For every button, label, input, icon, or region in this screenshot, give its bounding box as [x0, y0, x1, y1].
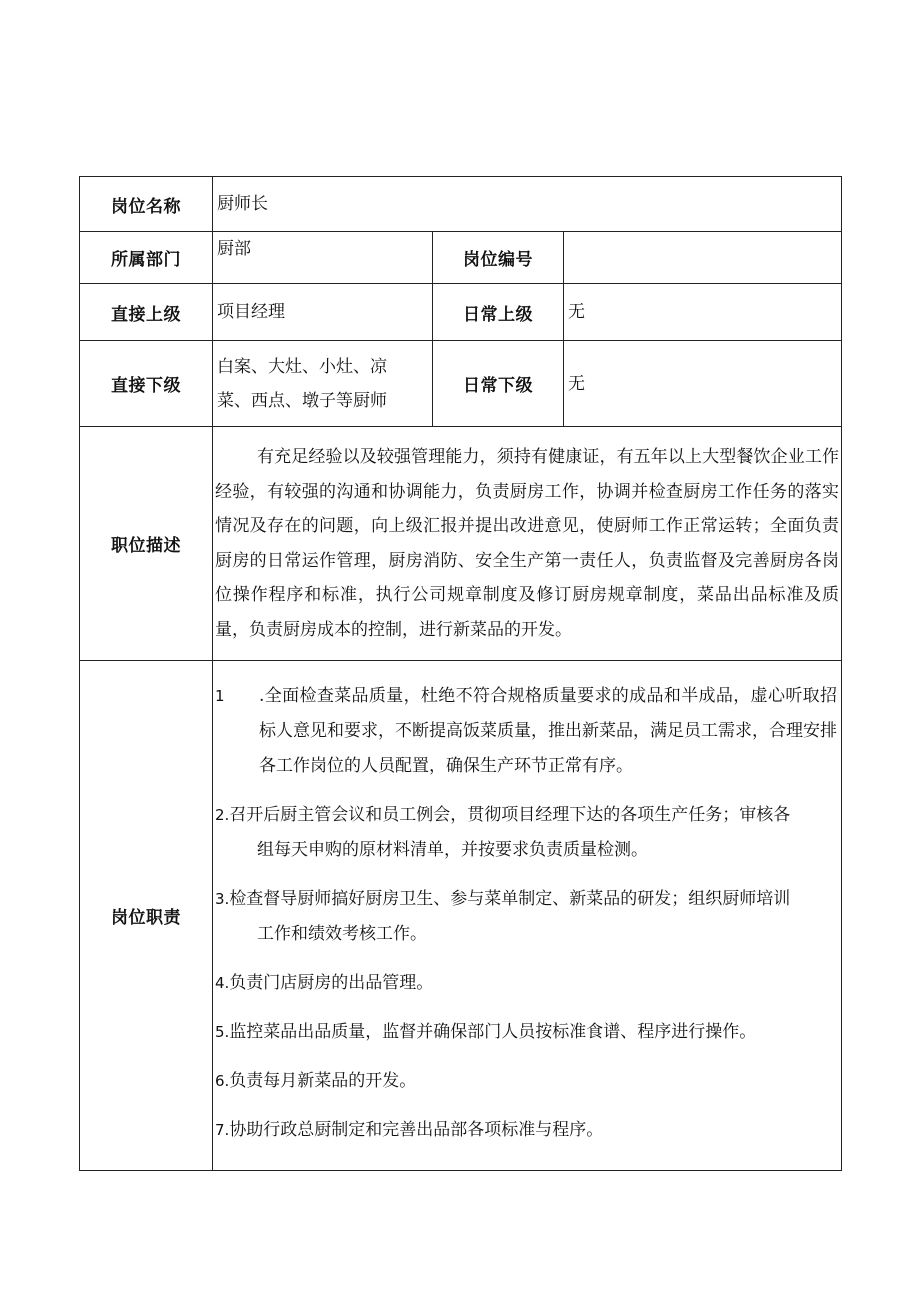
duty-number: 5. [215, 1023, 230, 1041]
duties-label: 岗位职责 [80, 661, 213, 1171]
daily-subordinate-value: 无 [564, 341, 842, 427]
duty-text-rest: 工作和绩效考核工作。 [257, 924, 427, 944]
duty-text-line1: 检查督导厨师搞好厨房卫生、参与菜单制定、新菜品的研发；组织厨师培训 [229, 889, 791, 909]
duty-item-3 [215, 882, 837, 952]
duty-number: 4. [215, 974, 230, 992]
description-text: 有充足经验以及较强管理能力，须持有健康证，有五年以上大型餐饮企业工作经验，有较强的沟通和协调能力，负责厨房工作，协调并检查厨房工作任务的落实情况及存在的问题，向上级汇报并提出改进意见，使厨师工作正常运转；全面负责厨房的日常运作管理，厨房消防、安全生产第一责任人，负责监督及完善厨房各岗位操作程序和标准，执行公司规章制度及修订厨房规章制度，菜品出品标准及质量，负责厨房成本的控制，进行新菜品的开发。 [213, 427, 842, 661]
direct-superior-value: 项目经理 [213, 284, 433, 341]
duty-text: 协助行政总厨制定和完善出品部各项标准与程序。 [229, 1120, 604, 1140]
duty-text: 负责门店厨房的出品管理。 [229, 973, 434, 993]
duty-number: 3. [215, 890, 230, 908]
duty-item-6 [215, 1064, 837, 1099]
daily-subordinate-label: 日常下级 [433, 341, 564, 427]
row-description [80, 427, 842, 661]
row-subordinate [80, 341, 842, 427]
duty-number: 6. [215, 1072, 230, 1090]
row-duties [80, 661, 842, 1171]
duty-text-line1: 召开后厨主管会议和员工例会，贯彻项目经理下达的各项生产任务；审核各 [229, 805, 791, 825]
duty-number: 7. [215, 1121, 230, 1139]
duty-item-2 [215, 798, 837, 868]
job-description-table [79, 176, 842, 1171]
duty-item-4 [215, 966, 837, 1001]
post-name-value: 厨师长 [213, 177, 842, 232]
daily-superior-label: 日常上级 [433, 284, 564, 341]
duty-number: 2. [215, 806, 230, 824]
duties-list [213, 661, 842, 1171]
duty-item-5 [215, 1015, 837, 1050]
direct-superior-label: 直接上级 [80, 284, 213, 341]
duty-number: 1 [215, 687, 225, 705]
department-label: 所属部门 [80, 232, 213, 284]
duty-text: .全面检查菜品质量，杜绝不符合规格质量要求的成品和半成品，虚心听取招标人意见和要求，不断提高饭菜质量，推出新菜品，满足员工需求，合理安排各工作岗位的人员配置，确保生产环节正常有序。 [259, 686, 838, 776]
duty-item-1 [215, 679, 837, 784]
row-department [80, 232, 842, 284]
post-name-label: 岗位名称 [80, 177, 213, 232]
post-code-value [564, 232, 842, 284]
row-superior [80, 284, 842, 341]
department-value: 厨部 [213, 232, 433, 284]
daily-superior-value: 无 [564, 284, 842, 341]
row-post-name [80, 177, 842, 232]
duty-text-rest: 组每天申购的原材料清单，并按要求负责质量检测。 [257, 840, 648, 860]
direct-subordinate-value [213, 341, 433, 427]
duty-text: 监控菜品出品质量，监督并确保部门人员按标准食谱、程序进行操作。 [229, 1022, 757, 1042]
direct-subordinate-label: 直接下级 [80, 341, 213, 427]
post-code-label: 岗位编号 [433, 232, 564, 284]
description-label: 职位描述 [80, 427, 213, 661]
direct-subordinate-line2: 菜、西点、墩子等厨师 [217, 390, 387, 411]
duty-text: 负责每月新菜品的开发。 [229, 1071, 417, 1091]
duty-item-7 [215, 1113, 837, 1148]
direct-subordinate-line1: 白案、大灶、小灶、凉 [217, 356, 387, 377]
